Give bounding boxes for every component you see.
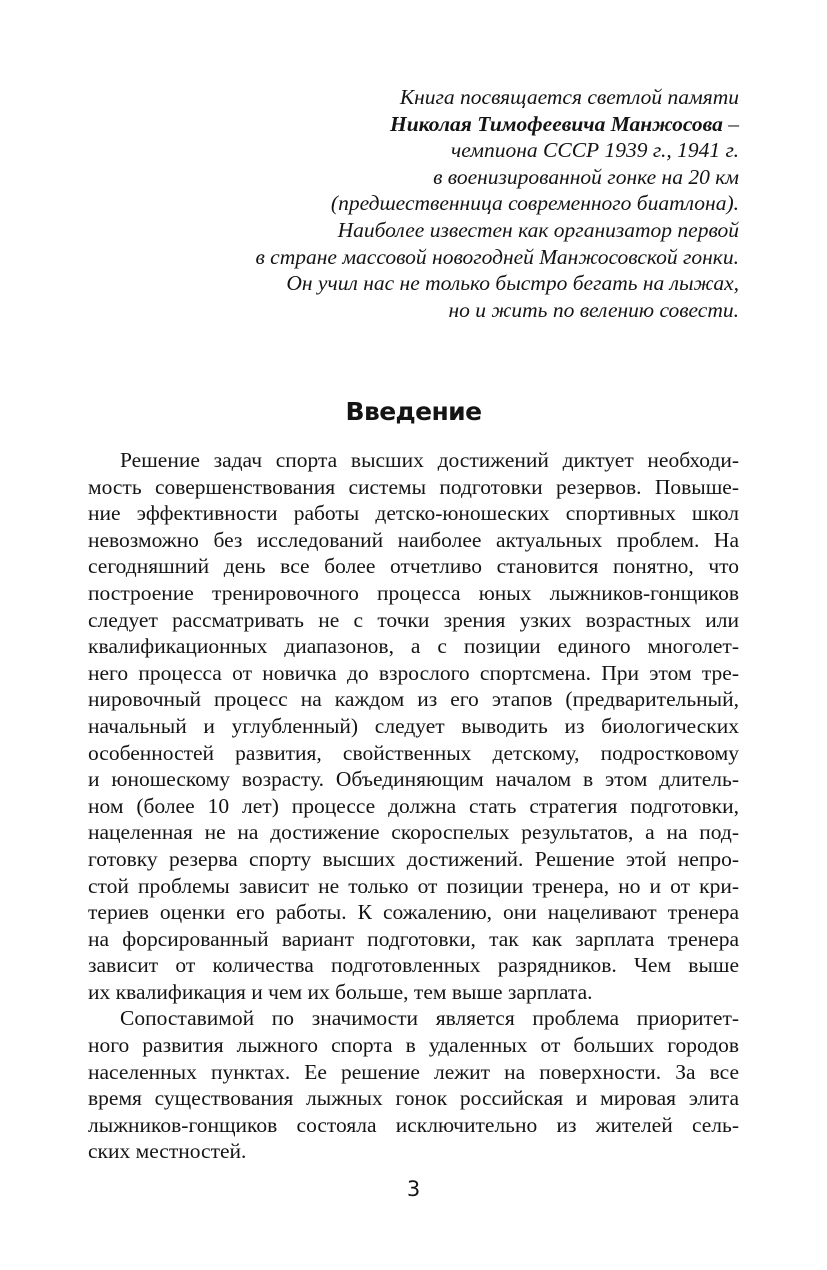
text-line: их квалификация и чем их больше, тем выше зарплата.	[88, 979, 593, 1004]
body-text	[88, 447, 739, 1165]
paragraph-2	[88, 1005, 739, 1165]
text-line: ного развития лыжного спорта в удаленных от больших городов	[88, 1033, 739, 1058]
text-line: лыжников-гонщиков состояла исключительно из жителей сель-	[88, 1112, 739, 1137]
text-line: ние эффективности работы детско-юношеских спортивных школ	[88, 501, 739, 526]
text-line: териев оценки его работы. К сожалению, они нацеливают тренера	[88, 900, 739, 925]
page-number: 3	[406, 1177, 421, 1201]
text-line: готовку резерва спорту высших достижений. Решение этой непро-	[88, 846, 739, 871]
text-line: нировочный процесс на каждом из его этапов (предварительный,	[88, 687, 739, 712]
text-line: квалификационных диапазонов, а с позиции единого многолет-	[88, 634, 739, 659]
dedication-line: Книга посвящается светлой памяти	[399, 85, 739, 109]
text-line: мость совершенствования системы подготовки резервов. Повыше-	[88, 474, 739, 499]
text-line: начальный и углубленный) следует выводить из биологических	[88, 713, 739, 738]
text-line: следует рассматривать не с точки зрения узких возрастных или	[88, 607, 739, 632]
text-line: и юношескому возрасту. Объединяющим началом в этом длитель-	[88, 767, 739, 792]
dedication-line: чемпиона СССР 1939 г., 1941 г.	[450, 138, 739, 163]
text-line: невозможно без исследований наиболее актуальных проблем. На	[88, 527, 739, 552]
dedication-line: (предшественница современного биатлона).	[330, 191, 739, 216]
dedication-line: в стране массовой новогодней Манжосовской гонки.	[255, 244, 739, 269]
text-line: сегодняшний день все более отчетливо становится понятно, что	[88, 554, 739, 579]
text-line: него процесса от новичка до взрослого спортсмена. При этом тре-	[88, 660, 739, 685]
text-line: населенных пунктах. Ее решение лежит на поверхности. За все	[88, 1059, 739, 1084]
text-line: зависит от количества подготовленных разрядников. Чем выше	[88, 953, 739, 978]
text-line: ном (более 10 лет) процессе должна стать стратегия подготовки,	[88, 793, 739, 818]
dedication	[179, 84, 739, 323]
text-line: Сопоставимой по значимости является проблема приоритет-	[120, 1006, 739, 1031]
text-line: Решение задач спорта высших достижений диктует необходи-	[120, 448, 739, 472]
dedication-dash: –	[722, 111, 739, 136]
text-line: стой проблемы зависит не только от позиции тренера, но и от кри-	[88, 873, 739, 898]
section-heading: Введение	[345, 397, 482, 426]
dedication-line: в военизированной гонке на 20 км	[433, 164, 739, 189]
text-line: нацеленная не на достижение скороспелых результатов, а на под-	[88, 820, 739, 845]
dedication-line: но и жить по велению совести.	[448, 297, 739, 322]
dedication-line: Он учил нас не только быстро бегать на лыжах,	[286, 271, 739, 296]
dedication-line: Наиболее известен как организатор первой	[337, 217, 739, 242]
text-line: время существования лыжных гонок российская и мировая элита	[88, 1086, 739, 1111]
dedication-name-line	[179, 111, 739, 138]
text-line: построение тренировочного процесса юных лыжников-гонщиков	[88, 580, 739, 605]
dedication-honoree-name: Николая Тимофеевича Манжосова	[390, 111, 723, 136]
text-line: ских местностей.	[88, 1139, 247, 1164]
text-line: на форсированный вариант подготовки, так как зарплата тренера	[88, 926, 739, 951]
text-line: особенностей развития, свойственных детскому, подростковому	[88, 740, 739, 765]
paragraph-1	[88, 447, 739, 1005]
